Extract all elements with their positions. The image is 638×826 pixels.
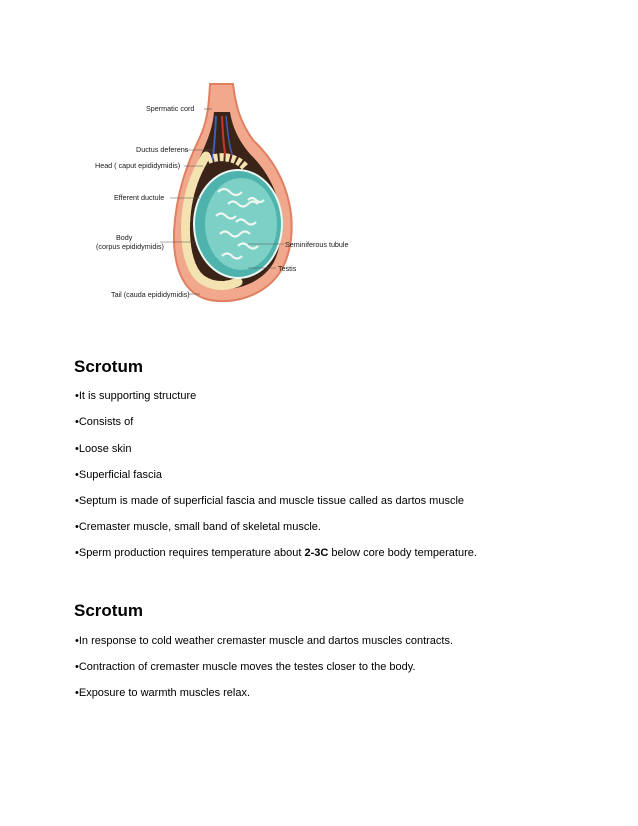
testis-diagram	[88, 82, 358, 314]
label-head: Head ( caput epididymidis)	[95, 161, 181, 170]
bullet-text: below core body temperature.	[328, 547, 477, 559]
label-body-sub: (corpus epididymidis)	[96, 242, 164, 251]
label-body: Body	[116, 233, 133, 242]
bullet-item: •Superficial fascia	[75, 469, 163, 481]
label-efferent-ductule: Efferent ductule	[114, 193, 165, 202]
label-tail: Tail (cauda epididymidis)	[111, 290, 190, 299]
bullet-item: •Cremaster muscle, small band of skeletal muscle.	[75, 521, 321, 533]
bold-value: 2-3C	[304, 547, 329, 559]
bullet-item: •Contraction of cremaster muscle moves the testes closer to the body.	[75, 661, 416, 673]
testis-illustration	[88, 82, 358, 314]
bullet-item: •Loose skin	[75, 443, 132, 455]
label-seminiferous-tubule: Seminiferous tubule	[285, 240, 349, 249]
bullet-item: •It is supporting structure	[75, 390, 197, 402]
bullet-item-temperature	[75, 547, 477, 559]
bullet-item: •Septum is made of superficial fascia and muscle tissue called as dartos muscle	[75, 495, 465, 507]
bullet-item: •In response to cold weather cremaster muscle and dartos muscles contracts.	[75, 635, 454, 647]
bullet-text: •Sperm production requires temperature about	[75, 547, 305, 559]
bullet-item: •Exposure to warmth muscles relax.	[75, 687, 251, 699]
label-ductus-deferens: Ductus deferens	[136, 145, 189, 154]
label-testis: Testis	[278, 264, 297, 273]
section-title: Scrotum	[74, 601, 143, 620]
label-spermatic-cord: Spermatic cord	[146, 104, 195, 113]
section-title: Scrotum	[74, 357, 143, 376]
bullet-item: •Consists of	[75, 416, 134, 428]
